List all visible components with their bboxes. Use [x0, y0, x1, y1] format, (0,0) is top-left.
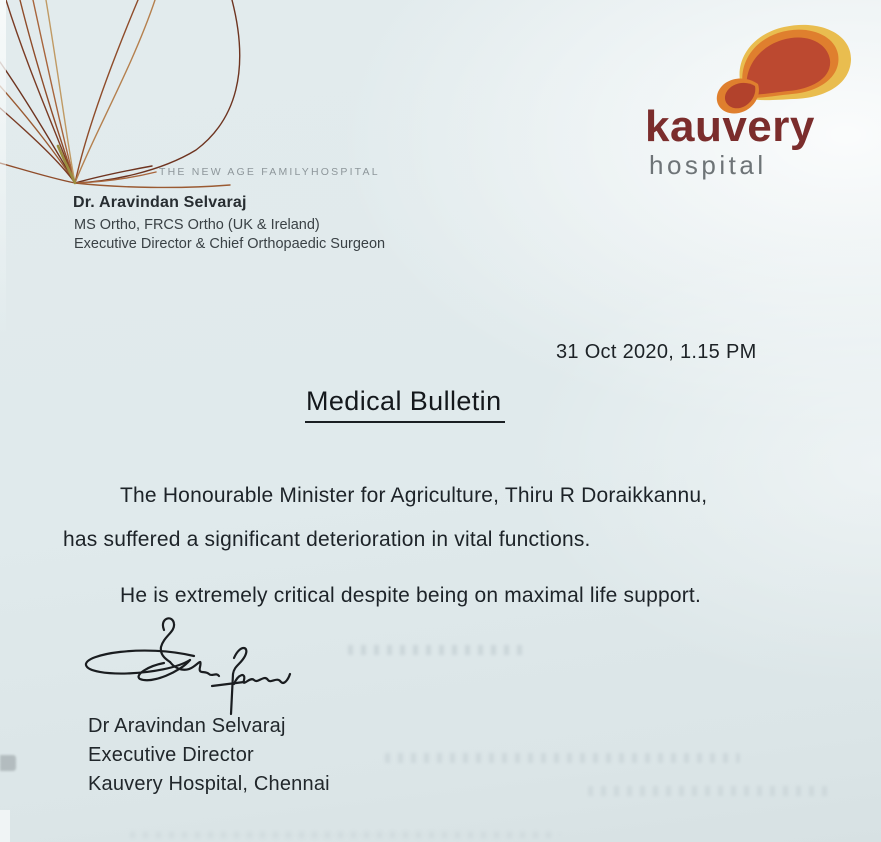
letterhead-doctor-name: Dr. Aravindan Selvaraj [73, 194, 247, 211]
bleed-through-smudge [588, 786, 833, 796]
bulletin-datetime: 31 Oct 2020, 1.15 PM [556, 341, 757, 363]
bulletin-body-line-1: The Honourable Minister for Agriculture, Thiru R Doraikkannu, [120, 484, 708, 507]
letterhead-doctor-designation: Executive Director & Chief Orthopaedic Surgeon [74, 236, 386, 252]
brand-descriptor: hospital [649, 150, 767, 180]
bleed-through-smudge [348, 645, 523, 655]
photo-edge-artifact [0, 755, 16, 771]
bulletin-body-line-3: He is extremely critical despite being on maximal life support. [120, 584, 702, 607]
bleed-through-smudge [130, 832, 560, 838]
signature [76, 614, 308, 726]
bleed-through-smudge [385, 753, 740, 763]
bulletin-body-line-2: has suffered a significant deterioration in vital functions. [63, 528, 591, 551]
signatory-name: Dr Aravindan Selvaraj [88, 715, 286, 737]
bulletin-title: Medical Bulletin [305, 386, 505, 423]
photo-edge-artifact [0, 0, 6, 340]
letterhead-doctor-credentials: MS Ortho, FRCS Ortho (UK & Ireland) [74, 217, 320, 233]
photo-edge-artifact [0, 810, 10, 842]
hospital-tagline: THE NEW AGE FAMILYHOSPITAL [159, 166, 380, 178]
signatory-org: Kauvery Hospital, Chennai [88, 773, 330, 795]
brand-wordmark: kauvery [645, 102, 815, 151]
signatory-title: Executive Director [88, 744, 254, 766]
